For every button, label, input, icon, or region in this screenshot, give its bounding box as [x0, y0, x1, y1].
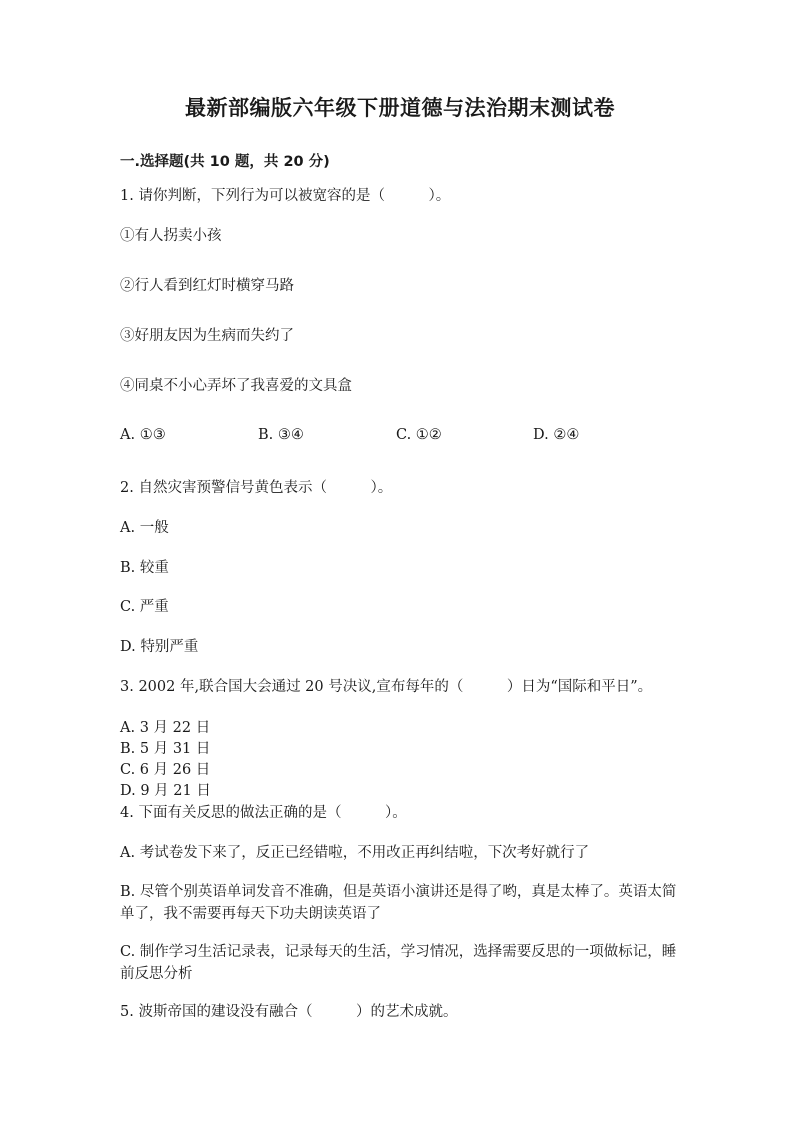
- question-1-item-1: ①有人拐卖小孩: [120, 228, 222, 244]
- question-4-option-c: C. 制作学习生活记录表，记录每天的生活，学习情况，选择需要反思的一项做标记，睡前反思分析: [120, 944, 677, 982]
- question-1-option-a: A. ①③: [120, 427, 166, 443]
- question-2-option-b: B. 较重: [120, 560, 169, 576]
- question-3-option-c: C. 6 月 26 日: [120, 762, 211, 778]
- question-2-option-d: D. 特别严重: [120, 639, 199, 655]
- question-4-option-a: A. 考试卷发下来了，反正已经错啦，不用改正再纠结啦，下次考好就行了: [120, 845, 590, 861]
- question-4-stem: 4. 下面有关反思的做法正确的是（ ）。: [120, 805, 407, 821]
- question-1-option-d: D. ②④: [533, 427, 580, 443]
- question-2-option-c: C. 严重: [120, 599, 169, 615]
- section-heading: 一.选择题(共 10 题，共 20 分): [120, 154, 330, 170]
- question-3-option-d: D. 9 月 21 日: [120, 783, 211, 799]
- question-2-stem: 2. 自然灾害预警信号黄色表示（ ）。: [120, 480, 393, 496]
- page-title: 最新部编版六年级下册道德与法治期末测试卷: [185, 96, 615, 120]
- question-3-stem: 3. 2002 年,联合国大会通过 20 号决议,宣布每年的（ ）日为“国际和平日”。: [120, 679, 653, 695]
- question-1-option-b: B. ③④: [258, 427, 304, 443]
- question-1-item-4: ④同桌不小心弄坏了我喜爱的文具盒: [120, 378, 352, 394]
- question-5-stem: 5. 波斯帝国的建设没有融合（ ）的艺术成就。: [120, 1004, 458, 1020]
- question-3-option-b: B. 5 月 31 日: [120, 741, 211, 757]
- question-1-options: [120, 427, 680, 449]
- question-1-stem: 1. 请你判断，下列行为可以被宽容的是（ ）。: [120, 188, 451, 204]
- question-2-option-a: A. 一般: [120, 520, 169, 536]
- question-3-option-a: A. 3 月 22 日: [120, 720, 211, 736]
- question-1-item-2: ②行人看到红灯时横穿马路: [120, 278, 294, 294]
- question-1-option-c: C. ①②: [396, 427, 442, 443]
- question-4-option-b: B. 尽管个别英语单词发音不准确，但是英语小演讲还是得了哟，真是太棒了。英语太简单了，我不需要再每天下功夫朗读英语了: [120, 884, 677, 922]
- question-1-item-3: ③好朋友因为生病而失约了: [120, 328, 294, 344]
